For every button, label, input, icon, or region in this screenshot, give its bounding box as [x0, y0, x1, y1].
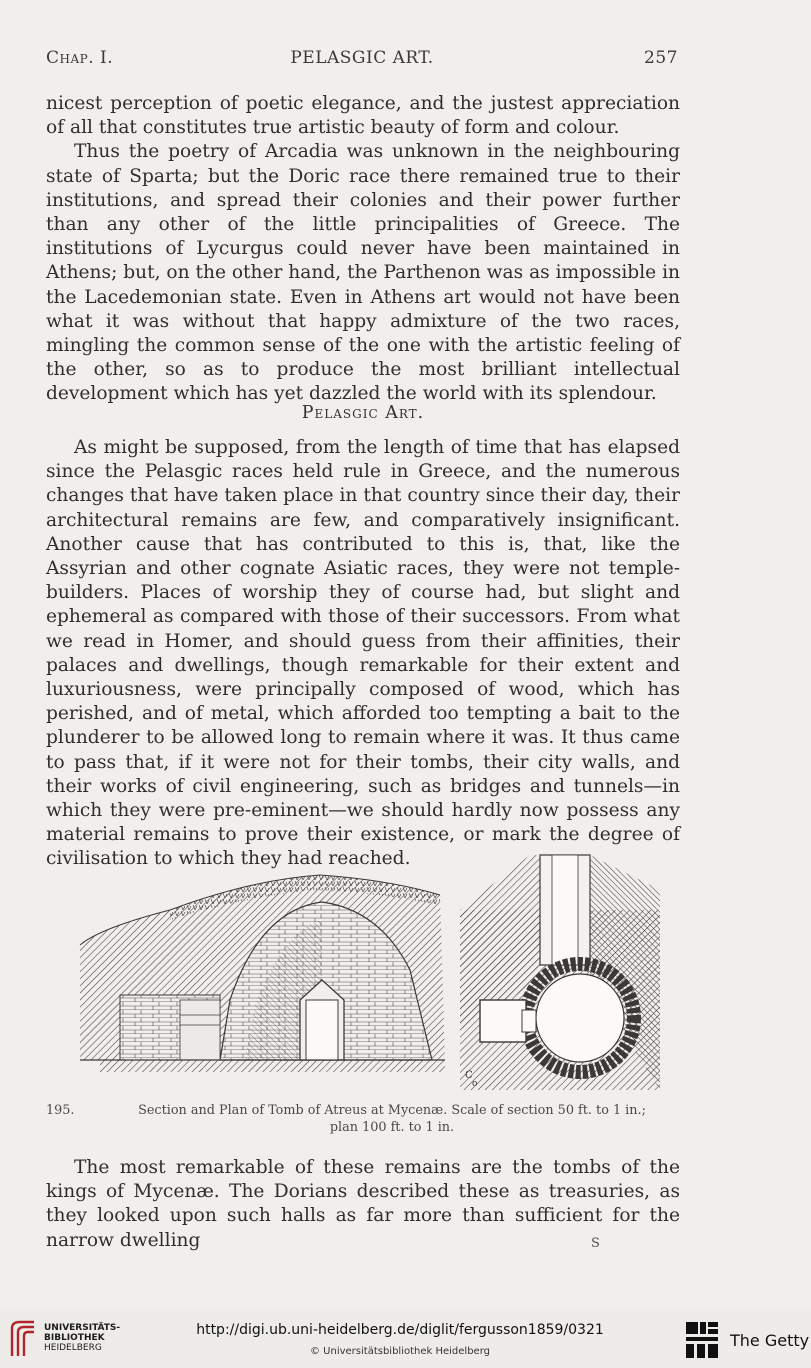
digitization-footer [0, 1310, 811, 1368]
signature-mark: S [591, 1236, 600, 1251]
tomb-of-atreus-illustration [60, 850, 670, 1095]
library-name: UNIVERSITÄTS- BIBLIOTHEK HEIDELBERG [44, 1323, 121, 1353]
running-title: PELASGIC ART. [290, 48, 434, 68]
section-drawing [80, 875, 445, 1072]
section-heading: Pelasgic Art. [301, 403, 425, 423]
chapter-label: Chap. I. [46, 48, 114, 68]
paragraph: nicest perception of poetic elegance, and the justest appreciation of all that constitutes true artistic beauty of form and colour. [46, 93, 680, 139]
getty-logo-icon [684, 1320, 720, 1360]
paragraph: Thus the poetry of Arcadia was unknown in the neighbouring state of Sparta; but the Doric race there remained true to their institutions, and spread their colonies and their power further than any other of the little principalities of Greece. The institutions of Lycurgus could never have been maintained in Athens; but, on the other hand, the Parthenon was as impossible in the Lacedemonian state. Even in Athens art would not have been what it was without that happy admixture of the two races, mingling the common sense of the one with the artistic feeling of the other, so as to produce the most brilliant intellectual development which has yet dazzled the world with its splendour. [46, 141, 681, 405]
figure-number: 195. [46, 1103, 75, 1118]
body-text-top [46, 92, 680, 407]
paragraph: As might be supposed, from the length of time that has elapsed since the Pelasgic races held rule in Greece, and the numerous changes that have taken place in that country since their day, their architectural remains are few, and comparatively insignificant. Another cause that has contributed to this is, that, like the Assyrian and other cognate Asiatic races, they were not temple-builders. Places of worship they of course had, but slight and ephemeral as compared with those of their successors. From what we read in Homer, and should guess from their affinities, their palaces and dwellings, though remarkable for their extent and luxuriousness, were principally composed of wood, which has perished, and of metal, which afforded too tempting a bait to the plunderer to be allowed long to remain where it was. It thus came to pass that, if it were not for their tombs, their city walls, and their works of civil engineering, such as bridges and tunnels—in which they were pre-eminent—we should hardly now possess any material remains to prove their existence, or mark the degree of civilisation to which they had reached. [46, 437, 680, 870]
paragraph: The most remarkable of these remains are the tombs of the kings of Mycenæ. The Dorians described these as treasuries, as they looked upon such halls as far more than sufficient for the narrow dwelling [46, 1157, 680, 1251]
university-library-logo-icon [8, 1318, 38, 1360]
plan-label: C [465, 1070, 473, 1081]
body-text-bottom [46, 1156, 680, 1253]
copyright-notice: © Universitätsbibliothek Heidelberg [309, 1346, 490, 1357]
caption-line-2: plan 100 ft. to 1 in. [329, 1120, 455, 1135]
plan-drawing [460, 855, 660, 1090]
getty-wordmark: The Getty [730, 1331, 810, 1350]
plan-label-2: o [472, 1079, 478, 1089]
caption-line-1: Section and Plan of Tomb of Atreus at Mycenæ. Scale of section 50 ft. to 1 in.; [138, 1103, 646, 1118]
permalink[interactable]: http://digi.ub.uni-heidelberg.de/diglit/fergusson1859/0321 [196, 1322, 604, 1338]
body-text-middle [46, 436, 680, 872]
running-header [46, 48, 678, 72]
page-number: 257 [644, 48, 678, 68]
